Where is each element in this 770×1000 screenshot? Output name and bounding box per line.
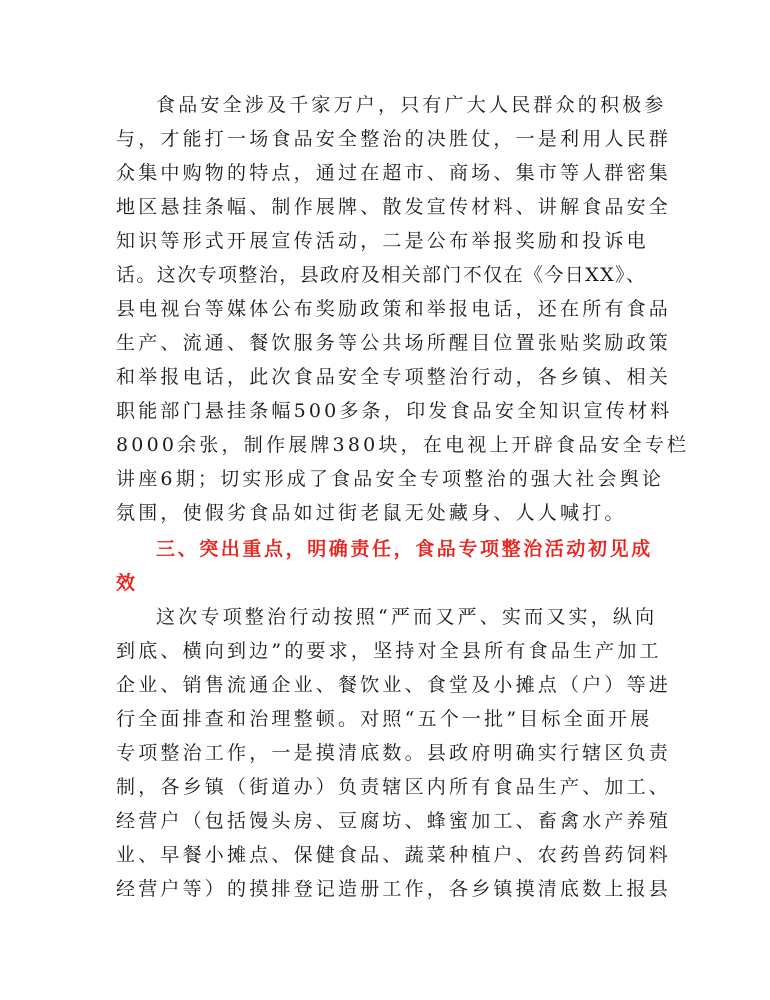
paragraph-line: 生产、流通、餐饮服务等公共场所醒目位置张贴奖励政策 bbox=[116, 332, 672, 354]
paragraph-line: 知识等形式开展宣传活动，二是公布举报奖励和投诉电 bbox=[116, 230, 649, 252]
paragraph-publicity bbox=[116, 88, 690, 530]
paragraph-line: 氛围，使假劣食品如过街老鼠无处藏身、人人喊打。 bbox=[116, 502, 627, 524]
paragraph-line: 职能部门悬挂条幅500多条，印发食品安全知识宣传材料 bbox=[116, 400, 673, 422]
paragraph-line: 专项整治工作，一是摸清底数。县政府明确实行辖区负责 bbox=[116, 742, 672, 764]
paragraph-line: 经营户等）的摸排登记造册工作，各乡镇摸清底数上报县 bbox=[116, 878, 672, 900]
paragraph-line: 与，才能打一场食品安全整治的决胜仗，一是利用人民群 bbox=[116, 128, 672, 150]
paragraph-line: 县电视台等媒体公布奖励政策和举报电话，还在所有食品 bbox=[116, 298, 672, 320]
heading-line: 三、突出重点，明确责任，食品专项整治活动初见成 bbox=[156, 538, 653, 560]
paragraph-line: 这次专项整治行动按照“严而又严、实而又实，纵向 bbox=[156, 606, 658, 628]
paragraph-rectification bbox=[116, 600, 672, 906]
paragraph-line: 企业、销售流通企业、餐饮业、食堂及小摊点（户）等进 bbox=[116, 674, 672, 696]
paragraph-line: 业、早餐小摊点、保健食品、蔬菜种植户、农药兽药饲料 bbox=[116, 844, 672, 866]
paragraph-line: 制，各乡镇（街道办）负责辖区内所有食品生产、加工、 bbox=[116, 776, 672, 798]
heading-line: 效 bbox=[116, 572, 138, 594]
paragraph-line: 行全面排查和治理整顿。对照“五个一批”目标全面开展 bbox=[116, 708, 653, 730]
section-heading bbox=[116, 532, 656, 600]
paragraph-line: 食品安全涉及千家万户，只有广大人民群众的积极参 bbox=[156, 94, 667, 116]
paragraph-line: 地区悬挂条幅、制作展牌、散发宣传材料、讲解食品安全 bbox=[116, 196, 672, 218]
paragraph-line: 到底、横向到边”的要求，坚持对全县所有食品生产加工 bbox=[116, 640, 662, 662]
paragraph-line: 8000余张，制作展牌380块，在电视上开辟食品安全专栏 bbox=[116, 434, 690, 456]
paragraph-line: 众集中购物的特点，通过在超市、商场、集市等人群密集 bbox=[116, 162, 672, 184]
paragraph-line: 和举报电话，此次食品安全专项整治行动，各乡镇、相关 bbox=[116, 366, 672, 388]
paragraph-line: 经营户（包括馒头房、豆腐坊、蜂蜜加工、畜禽水产养殖 bbox=[116, 810, 672, 832]
document-page bbox=[116, 88, 690, 906]
paragraph-line: 话。这次专项整治，县政府及相关部门不仅在《今日XX》、 bbox=[116, 264, 647, 286]
paragraph-line: 讲座6期；切实形成了食品安全专项整治的强大社会舆论 bbox=[116, 468, 665, 490]
